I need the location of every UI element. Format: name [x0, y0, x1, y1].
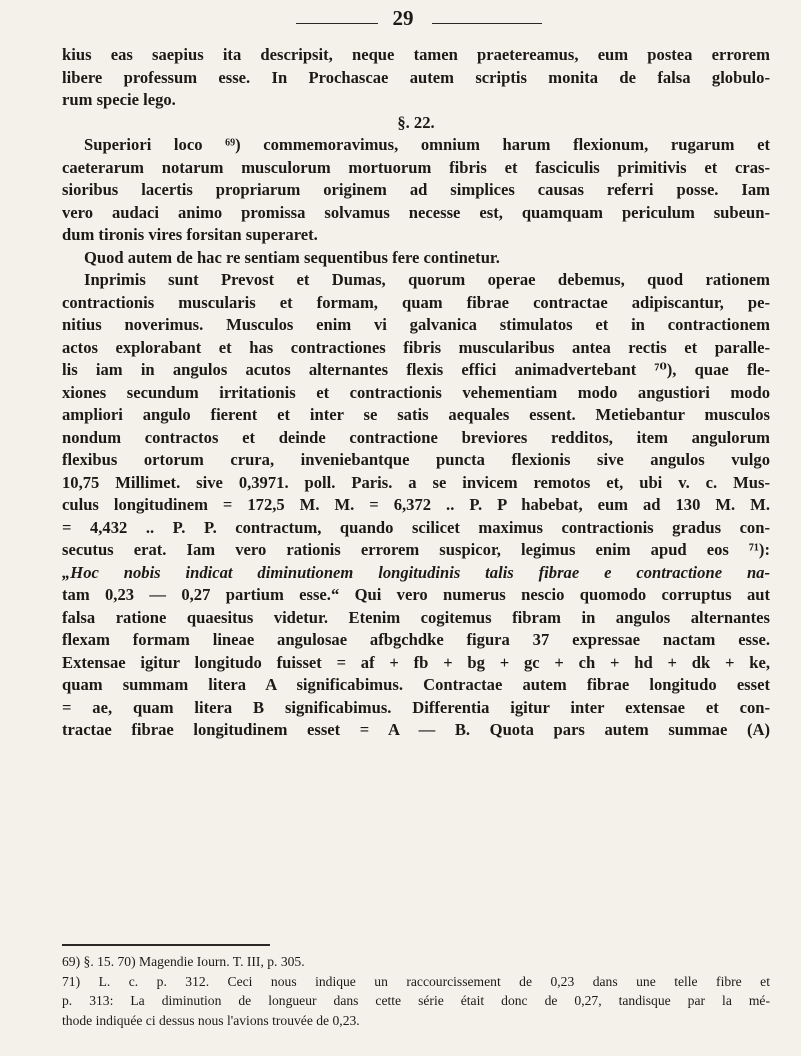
footnote-rule — [62, 944, 270, 946]
body-line: rum specie lego. — [62, 90, 176, 109]
body-line: contractionis muscularis et formam, quam fibrae contractae adipiscantur, pe- — [62, 292, 770, 312]
header-rule-left — [296, 23, 378, 24]
body-line: sioribus lacertis propriarum originem ad simplices causas referri posse. Iam — [62, 180, 770, 199]
body-line: flexibus ortorum crura, inveniebantque puncta flexionis sive angulos vulgo — [62, 450, 770, 469]
body-line: lis iam in angulos acutos alternantes flexis effici animadvertebant ⁷⁰), quae fle- — [62, 360, 770, 379]
body-text — [62, 44, 770, 742]
body-line: culus longitudinem = 172,5 M. M. = 6,372 .. P. P habebat, eum ad 130 M. M. — [62, 495, 770, 514]
header-rule-right — [432, 23, 542, 24]
body-line: Quod autem de hac re sentiam sequentibus fere continetur. — [84, 247, 500, 267]
page-number: 29 — [392, 6, 414, 30]
body-line: secutus erat. Iam vero rationis errorem suspicor, legimus enim apud eos ⁷¹): — [62, 540, 770, 559]
footnotes — [62, 952, 770, 1030]
body-line: 10,75 Millimet. sive 0,3971. poll. Paris. a se invicem remotos et, ubi v. c. Mus- — [62, 472, 770, 492]
body-line: tam 0,23 — 0,27 partium esse.“ Qui vero numerus nescio quomodo corruptus aut — [62, 585, 770, 604]
page-header — [0, 6, 801, 40]
body-line: quam summam litera A significabimus. Contractae autem fibrae longitudo esset — [62, 675, 770, 694]
body-line: flexam formam lineae angulosae afbgchdke figura 37 expressae nactam esse. — [62, 630, 770, 649]
section-heading: §. 22. — [397, 112, 435, 132]
body-line: caeterarum notarum musculorum mortuorum fibris et fasciculis primitivis et cras- — [62, 157, 770, 177]
footnote-line: 69) §. 15. 70) Magendie Iourn. T. III, p. 305. — [62, 954, 305, 969]
body-line: xiones secundum irritationis et contractionis vehementiam modo angustiori modo — [62, 382, 770, 402]
footnote-line: p. 313: La diminution de longueur dans cette série était donc de 0,27, tandisque par la mé- — [62, 993, 770, 1008]
body-line: kius eas saepius ita descripsit, neque tamen praetereamus, eum postea errorem — [62, 45, 770, 64]
body-line: tractae fibrae longitudinem esset = A — B. Quota pars autem summae (A) — [62, 720, 770, 739]
body-line: Superiori loco ⁶⁹) commemoravimus, omnium harum flexionum, rugarum et — [84, 135, 770, 154]
quoted-line: „Hoc nobis indicat diminutionem longitudinis talis fibrae e contractione na- — [62, 562, 770, 582]
body-line: = 4,432 .. P. P. contractum, quando scilicet maximus contractionis gradus con- — [62, 517, 770, 537]
body-line: actos explorabant et has contractiones fibris muscularibus antea rectis et paralle- — [62, 337, 770, 357]
footnote-line: 71) L. c. p. 312. Ceci nous indique un raccourcissement de 0,23 dans une telle fibre et — [62, 973, 770, 989]
body-line: vero audaci animo promissa solvamus necesse est, quamquam periculum subeun- — [62, 202, 770, 222]
body-line: libere professum esse. In Prochascae autem scriptis monita de falsa globulo- — [62, 67, 770, 87]
body-line: ampliori angulo fierent et inter se satis aequales essent. Metiebantur musculos — [62, 405, 770, 424]
body-line: nitius noverimus. Musculos enim vi galvanica stimulatos et in contractionem — [62, 315, 770, 334]
body-line: = ae, quam litera B significabimus. Differentia igitur inter extensae et con- — [62, 697, 770, 717]
body-line: nondum contractos et deinde contractione breviores redditos, item angulorum — [62, 427, 770, 447]
body-line: dum tironis vires forsitan superaret. — [62, 225, 318, 244]
footnote-line: thode indiquée ci dessus nous l'avions trouvée de 0,23. — [62, 1012, 360, 1028]
body-line: Inprimis sunt Prevost et Dumas, quorum operae debemus, quod rationem — [84, 270, 770, 289]
formula-line: Extensae igitur longitudo fuisset = af + fb + bg + gc + ch + hd + dk + ke, — [62, 652, 770, 672]
body-line: falsa ratione quaesitus videtur. Etenim cogitemus fibram in angulos alternantes — [62, 607, 770, 627]
